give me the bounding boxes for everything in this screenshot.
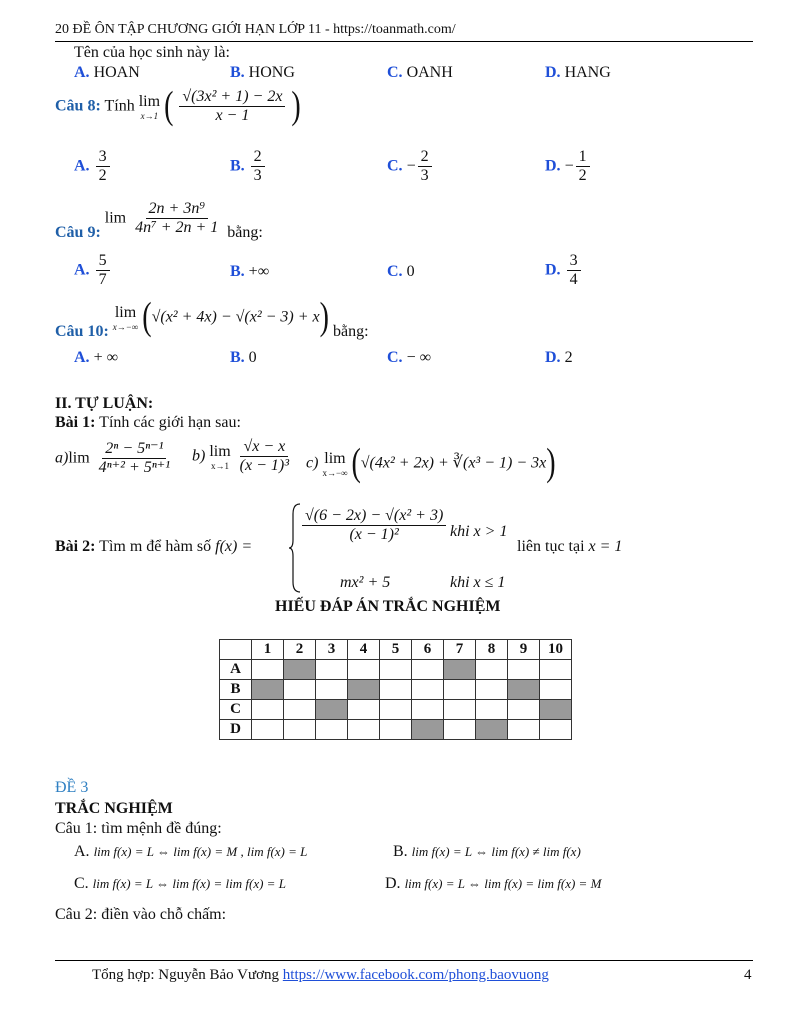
q10-option-c: C. − ∞ — [387, 349, 431, 366]
de3-q1-option-c: C. lim f(x) = L ⇔ lim f(x) = lim f(x) = L — [74, 875, 286, 892]
bai2-case-1: $\frac{\text{√(6 − 2x) − √(x² + 3)}}{\text{(x − 1)²}}$ — [300, 507, 448, 545]
footer — [92, 967, 549, 984]
de3-section: TRẮC NGHIỆM — [55, 800, 173, 817]
answer-key-cell-filled — [444, 660, 476, 680]
answer-key-corner — [220, 640, 252, 660]
footer-divider — [55, 960, 753, 961]
answer-key-cell — [316, 720, 348, 740]
answer-key-cell-filled — [476, 720, 508, 740]
answer-key-cell — [540, 720, 572, 740]
q9-option-c: C. 0 — [387, 263, 415, 280]
q7-option-d: D. HANG — [545, 64, 611, 81]
answer-key-col-header: 1 — [252, 640, 284, 660]
q7-option-c: C. OANH — [387, 64, 453, 81]
answer-key-cell-filled — [540, 700, 572, 720]
answer-key-cell — [316, 680, 348, 700]
answer-key-cell — [444, 720, 476, 740]
q8-option-a: A. $\frac{3}{2}$ — [74, 148, 112, 186]
answer-key-cell — [540, 660, 572, 680]
answer-key-cell — [412, 700, 444, 720]
answer-key-cell — [508, 720, 540, 740]
answer-key-cell — [380, 700, 412, 720]
answer-key-col-header: 7 — [444, 640, 476, 660]
header-divider — [55, 41, 753, 42]
answer-key-row — [220, 660, 572, 680]
answer-key-cell — [476, 680, 508, 700]
de3-q1-option-a: A. lim f(x) = L ⇔ lim f(x) = M , lim f(x) = L — [74, 843, 308, 860]
answer-key-row-letter: A — [220, 660, 252, 680]
answer-key-cell — [348, 660, 380, 680]
answer-key-cell — [444, 680, 476, 700]
answer-key-table — [219, 639, 572, 740]
bai1-c: c) lim x→−∞ (√(4x² + 2x) + ∛(x³ − 1) − 3x) — [306, 441, 556, 485]
answer-key-row-letter: B — [220, 680, 252, 700]
answer-key-row-letter: D — [220, 720, 252, 740]
q7-option-b: B. HONG — [230, 64, 295, 81]
answer-key-cell — [540, 680, 572, 700]
answer-key-cell — [284, 720, 316, 740]
q9-option-b: B. +∞ — [230, 263, 270, 280]
bai1-heading: Bài 1: Tính các giới hạn sau: — [55, 414, 241, 431]
q9-option-a: A. $\frac{5}{7}$ — [74, 252, 112, 290]
answer-key-cell — [508, 660, 540, 680]
footer-link[interactable]: https://www.facebook.com/phong.baovuong — [282, 967, 549, 983]
answer-key-cell — [252, 660, 284, 680]
bai2-case-2-cond: khi x ≤ 1 — [450, 574, 506, 591]
answer-key-col-header: 4 — [348, 640, 380, 660]
answer-key-cell — [252, 700, 284, 720]
answer-key-title: HIẾU ĐÁP ÁN TRẮC NGHIỆM — [275, 598, 501, 615]
answer-key-cell — [508, 700, 540, 720]
answer-key-cell — [348, 720, 380, 740]
answer-key-cell — [284, 700, 316, 720]
answer-key-row — [220, 700, 572, 720]
answer-key-cell — [412, 680, 444, 700]
q9-option-d: D. $\frac{3}{4}$ — [545, 252, 583, 290]
answer-key-cell — [476, 700, 508, 720]
de3-title: ĐỀ 3 — [55, 779, 89, 796]
q8-option-b: B. $\frac{2}{3}$ — [230, 148, 267, 186]
question-10: Câu 10: lim x→−∞ (√(x² + 4x) − √(x² − 3) + x) bằng: — [55, 295, 369, 340]
q10-option-a: A. + ∞ — [74, 349, 118, 366]
answer-key-cell — [380, 720, 412, 740]
de3-q1-option-d: D. lim f(x) = L ⇔ lim f(x) = lim f(x) = M — [385, 875, 602, 892]
q10-option-d: D. 2 — [545, 349, 573, 366]
question-8: Câu 8: Tính lim x→1 ( $\frac{\text{√(3x² + 1) − 2x}}{x - 1}$ ) — [55, 84, 301, 128]
answer-key-cell-filled — [252, 680, 284, 700]
answer-key-col-header: 3 — [316, 640, 348, 660]
answer-key-cell — [380, 660, 412, 680]
answer-key-col-header: 6 — [412, 640, 444, 660]
q8-option-c: C. − $\frac{2}{3}$ — [387, 148, 434, 186]
answer-key-row — [220, 680, 572, 700]
de3-q2-stem: Câu 2: điền vào chỗ chấm: — [55, 906, 227, 923]
q8-option-d: D. − $\frac{1}{2}$ — [545, 148, 592, 186]
q10-option-b: B. 0 — [230, 349, 257, 366]
answer-key-row-letter: C — [220, 700, 252, 720]
bai2-case-2: mx² + 5 — [340, 574, 391, 591]
answer-key-col-header: 10 — [540, 640, 572, 660]
question-9: Câu 9: lim $\frac{\text{2n + 3n⁹}}{\text{4n⁷ + 2n + 1}}$ bằng: — [55, 200, 263, 241]
answer-key-cell — [444, 700, 476, 720]
answer-key-cell — [252, 720, 284, 740]
bai2-heading: Bài 2: Tìm m để hàm số f(x) = — [55, 538, 253, 555]
page-number: 4 — [744, 967, 752, 983]
page-header: 20 ĐỀ ÔN TẬP CHƯƠNG GIỚI HẠN LỚP 11 - https://toanmath.com/ — [55, 22, 456, 37]
answer-key-cell-filled — [348, 680, 380, 700]
answer-key-cell-filled — [508, 680, 540, 700]
bai2-tail: liên tục tại x = 1 — [517, 538, 623, 555]
answer-key-cell — [380, 680, 412, 700]
answer-key-col-header: 2 — [284, 640, 316, 660]
bai1-a: a)lim $\frac{\text{2ⁿ − 5ⁿ⁻¹}}{\text{4ⁿ⁺² + 5ⁿ⁺¹}}$ — [55, 440, 171, 477]
answer-key-col-header: 9 — [508, 640, 540, 660]
answer-key-cell — [348, 700, 380, 720]
essay-title: II. TỰ LUẬN: — [55, 395, 154, 412]
answer-key-cell-filled — [284, 660, 316, 680]
footer-author: Tổng hợp: Nguyễn Bảo Vương — [92, 967, 280, 983]
bai2-case-1-cond: khi x > 1 — [450, 523, 508, 540]
de3-q1-option-b: B. lim f(x) = L ⇔ lim f(x) ≠ lim f(x) — [393, 843, 581, 860]
answer-key-col-header: 5 — [380, 640, 412, 660]
bai1-b: b) lim x→1 $\frac{√x - x}{\text{(x − 1)³}}$ — [192, 438, 290, 475]
de3-q1-stem: Câu 1: tìm mệnh đề đúng: — [55, 820, 222, 837]
answer-key-cell — [284, 680, 316, 700]
answer-key-cell — [316, 660, 348, 680]
answer-key-col-header: 8 — [476, 640, 508, 660]
q7-option-a: A. HOAN — [74, 64, 140, 81]
answer-key-cell-filled — [412, 720, 444, 740]
q7-stem: Tên của học sinh này là: — [74, 44, 230, 61]
answer-key-row — [220, 720, 572, 740]
answer-key-cell-filled — [316, 700, 348, 720]
answer-key-cell — [476, 660, 508, 680]
answer-key-cell — [412, 660, 444, 680]
